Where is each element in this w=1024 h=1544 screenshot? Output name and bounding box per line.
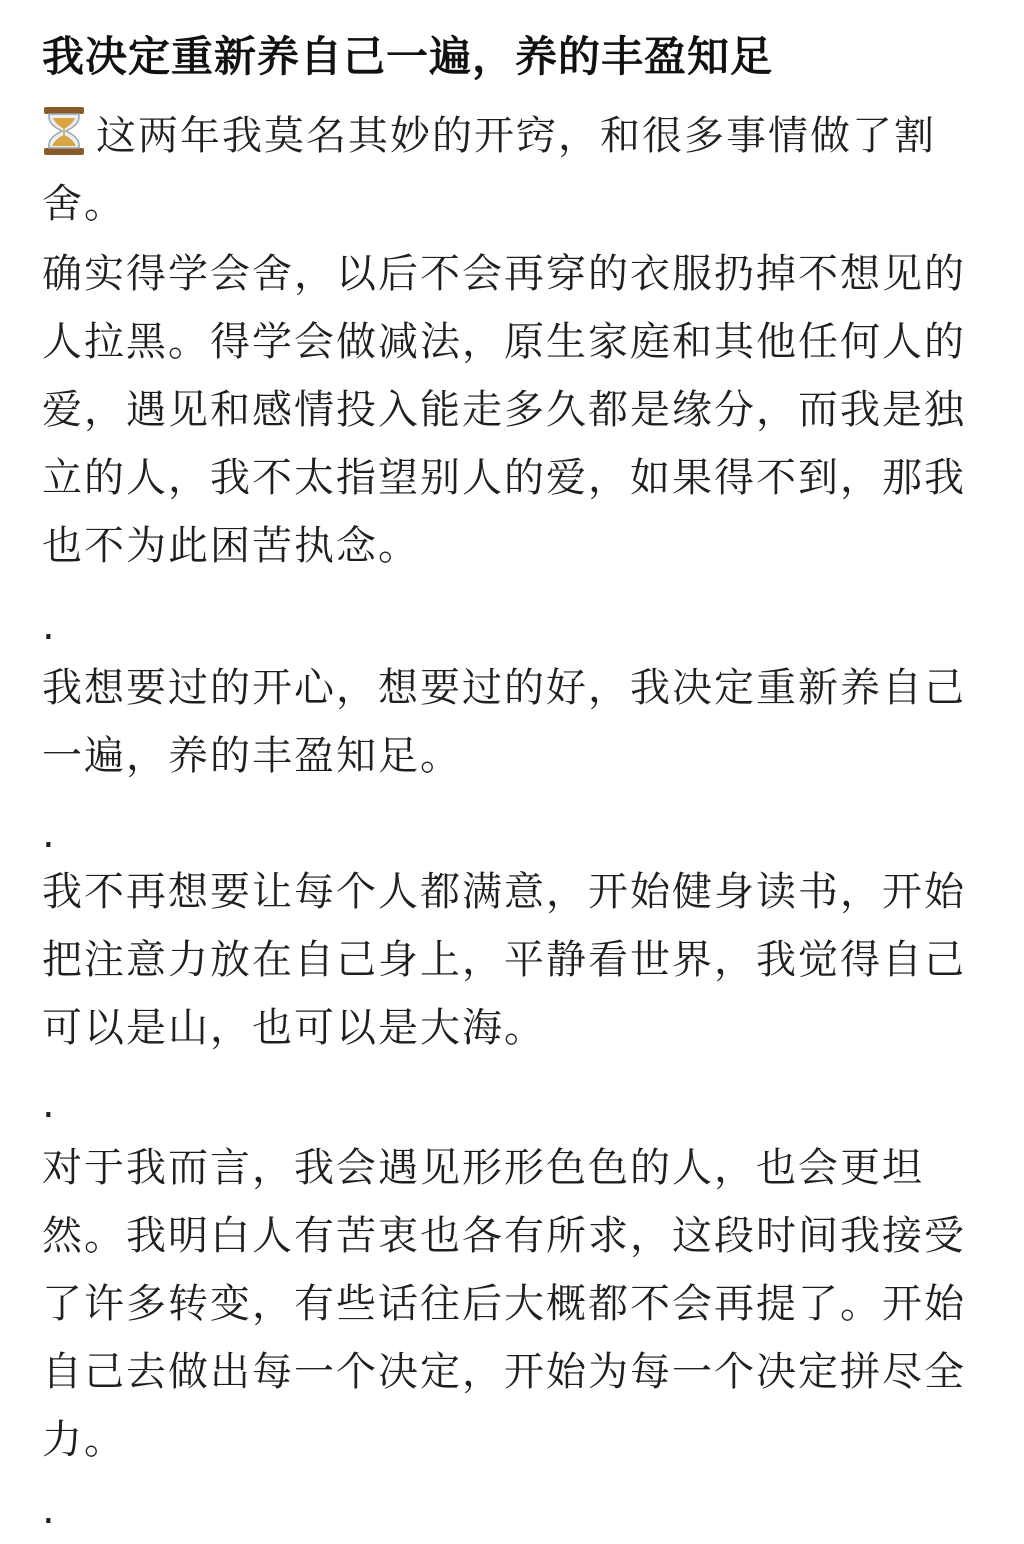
paragraph-4: 我不再想要让每个人都满意，开始健身读书，开始把注意力放在自己身上，平静看世界，我觉得自己可以是山，也可以是大海。 [42, 869, 966, 1051]
separator-dot: . [42, 1487, 55, 1533]
paragraph-5: 对于我而言，我会遇见形形色色的人，也会更坦然。我明白人有苦衷也各有所求，这段时间我接受了许多转变，有些话往后大概都不会再提了。开始自己去做出每一个决定，开始为每一个决定拼尽全力。 [42, 1145, 966, 1463]
paragraph-3: 我想要过的开心，想要过的好，我决定重新养自己一遍，养的丰盈知足。 [42, 665, 966, 779]
separator-dot: . [42, 603, 55, 649]
paragraph-2: 确实得学会舍，以后不会再穿的衣服扔掉不想见的人拉黑。得学会做减法，原生家庭和其他任何人的爱，遇见和感情投入能走多久都是缘分，而我是独立的人，我不太指望别人的爱，如果得不到，那我也不为此困苦执念。 [42, 251, 966, 569]
separator-dot: . [42, 811, 55, 857]
hourglass-icon [42, 105, 86, 157]
separator-dot: . [42, 1081, 55, 1127]
paragraph-1: 这两年我莫名其妙的开窍，和很多事情做了割舍。 [42, 102, 982, 238]
post-title: 我决定重新养自己一遍，养的丰盈知足 [42, 32, 774, 81]
